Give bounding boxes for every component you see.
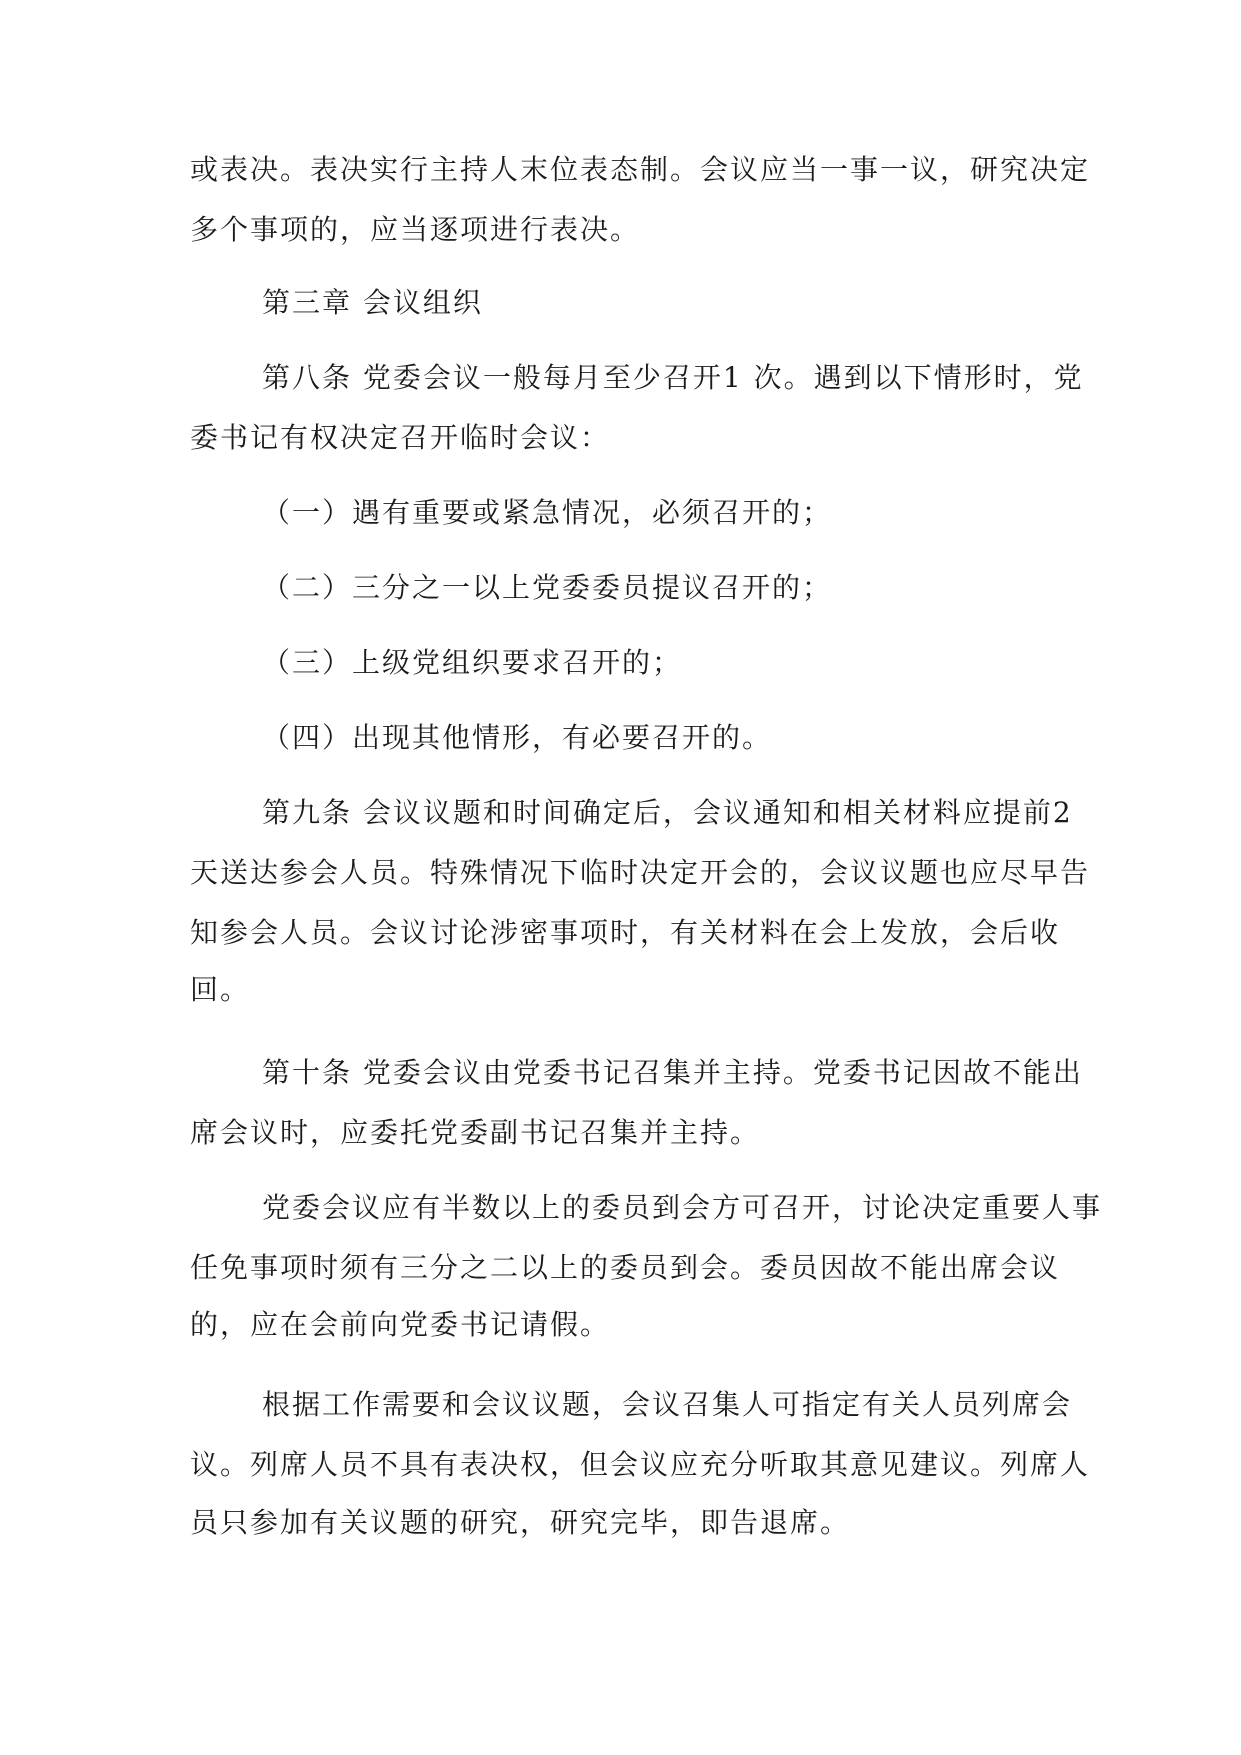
text-line: 知参会人员。会议讨论涉密事项时，有关材料在会上发放，会后收 xyxy=(190,916,1061,949)
text-line: 回。 xyxy=(190,973,251,1006)
text-line: 或表决。表决实行主持人末位表态制。会议应当一事一议，研究决定 xyxy=(190,153,1091,186)
text-line: 席会议时，应委托党委副书记召集并主持。 xyxy=(190,1116,761,1149)
text-line: 多个事项的，应当逐项进行表决。 xyxy=(190,213,641,246)
text-line: 任免事项时须有三分之二以上的委员到会。委员因故不能出席会议 xyxy=(190,1251,1061,1284)
list-item: （四）出现其他情形，有必要召开的。 xyxy=(262,721,773,754)
text-line: 的，应在会前向党委书记请假。 xyxy=(190,1308,611,1341)
text-line: 党委会议应有半数以上的委员到会方可召开，讨论决定重要人事 xyxy=(262,1191,1103,1224)
text-line: 委书记有权决定召开临时会议： xyxy=(190,421,611,454)
text-line: 天送达参会人员。特殊情况下临时决定开会的，会议议题也应尽早告 xyxy=(190,856,1091,889)
list-item: （二）三分之一以上党委委员提议召开的； xyxy=(262,571,833,604)
text-line: 第八条 党委会议一般每月至少召开1 次。遇到以下情形时，党 xyxy=(262,361,1084,394)
list-item: （三）上级党组织要求召开的； xyxy=(262,646,683,679)
chapter-heading: 第三章 会议组织 xyxy=(262,286,483,319)
text-line: 第十条 党委会议由党委书记召集并主持。党委书记因故不能出 xyxy=(262,1056,1083,1089)
list-item: （一）遇有重要或紧急情况，必须召开的； xyxy=(262,496,833,529)
text-line: 员只参加有关议题的研究，研究完毕，即告退席。 xyxy=(190,1506,851,1539)
text-line: 第九条 会议议题和时间确定后，会议通知和相关材料应提前2 xyxy=(262,796,1073,829)
text-line: 根据工作需要和会议议题，会议召集人可指定有关人员列席会 xyxy=(262,1388,1073,1421)
text-line: 议。列席人员不具有表决权，但会议应充分听取其意见建议。列席人 xyxy=(190,1448,1091,1481)
